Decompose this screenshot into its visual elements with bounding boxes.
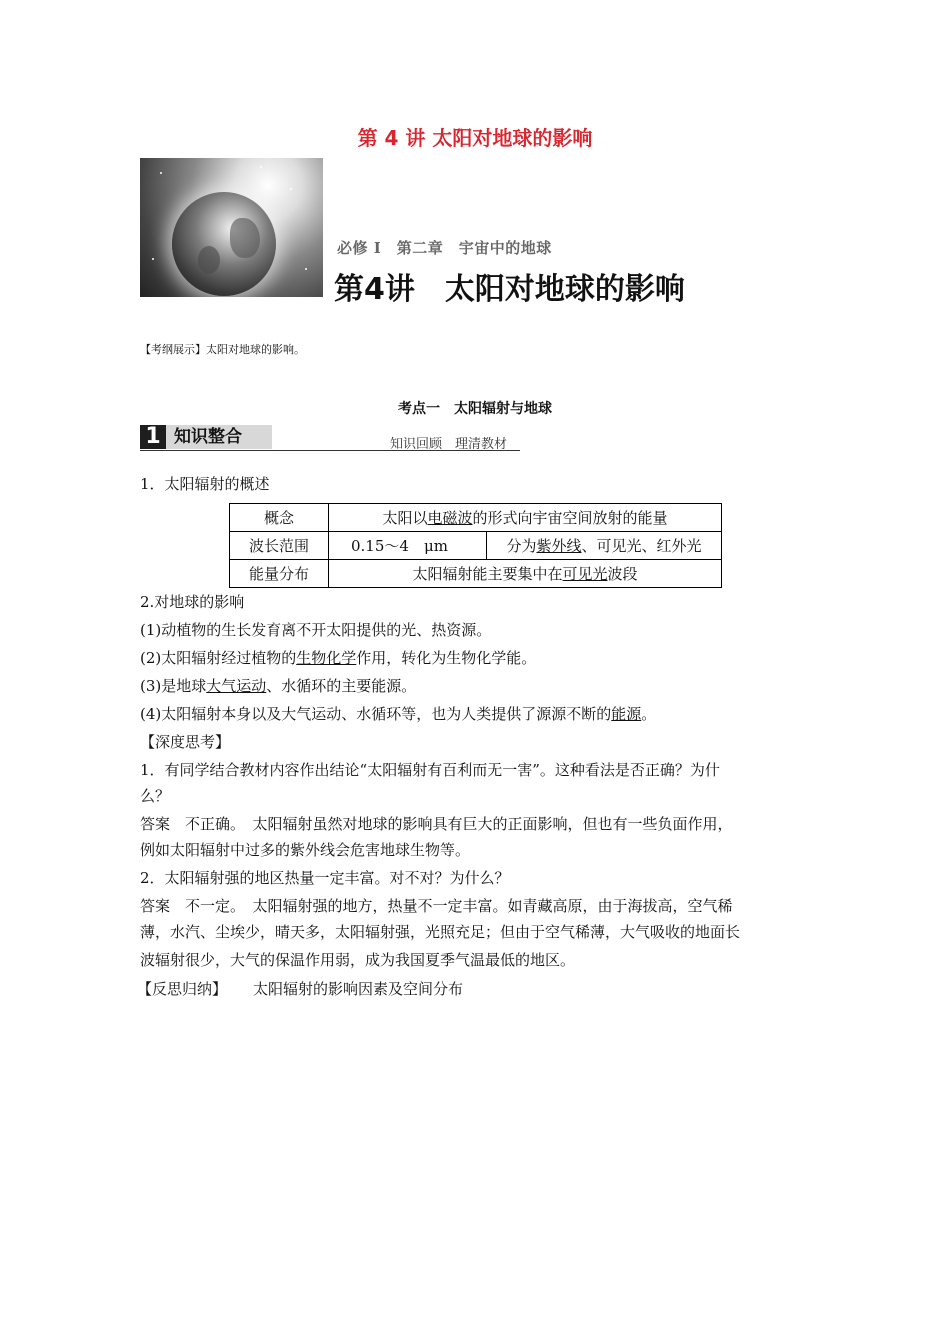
exam-outline: 【考纲展示】太阳对地球的影响。 — [140, 343, 305, 356]
badge-subtitle: 知识回顾 理清教材 — [390, 437, 508, 452]
reflect-text: 太阳辐射的影响因素及空间分布 — [253, 980, 464, 998]
section-heading: 考点一 太阳辐射与地球 — [398, 401, 552, 417]
answer-2-cont: 薄，水汽、尘埃少，晴天多，太阳辐射强，光照充足；但由于空气稀薄，大气吸收的地面长 — [140, 923, 741, 941]
table-cell: 太阳以电磁波的形式向宇宙空间放射的能量 — [329, 504, 722, 532]
answer-1: 答案 不正确。 太阳辐射虽然对地球的影响具有巨大的正面影响，但也有一些负面作用， — [140, 815, 733, 833]
earth-globe — [172, 192, 276, 296]
answer-1-cont: 例如太阳辐射中过多的紫外线会危害地球生物等。 — [140, 841, 471, 859]
list-item: (4)太阳辐射本身以及大气运动、水循环等，也为人类提供了源源不断的能源。 — [140, 705, 657, 723]
list-item: (3)是地球大气运动、水循环的主要能源。 — [140, 677, 417, 695]
list-item: (2)太阳辐射经过植物的生物化学作用，转化为生物化学能。 — [140, 649, 537, 667]
table-cell: 太阳辐射能主要集中在可见光波段 — [329, 560, 722, 588]
table-cell: 波长范围 — [230, 532, 329, 560]
list-item: (1)动植物的生长发育离不开太阳提供的光、热资源。 — [140, 621, 492, 639]
table-cell: 能量分布 — [230, 560, 329, 588]
answer-2: 答案 不一定。 太阳辐射强的地方，热量不一定丰富。如青藏高原，由于海拔高，空气稀 — [140, 897, 733, 915]
deep-thinking-heading: 【深度思考】 — [140, 733, 231, 751]
table-cell: 概念 — [230, 504, 329, 532]
table-row — [230, 560, 722, 588]
answer-2-cont2: 波辐射很少，大气的保温作用弱，成为我国夏季气温最低的地区。 — [140, 951, 576, 969]
badge-label: 知识整合 — [166, 425, 272, 449]
question-2: 2．太阳辐射强的地区热量一定丰富。对不对？为什么？ — [140, 869, 510, 887]
banner-heading: 第4讲 太阳对地球的影响 — [334, 272, 685, 307]
q1-heading: 1．太阳辐射的概述 — [140, 475, 270, 493]
question-1-cont: 么？ — [140, 787, 171, 805]
q2-heading: 2.对地球的影响 — [140, 593, 245, 611]
page-title: 第 4 讲 太阳对地球的影响 — [357, 126, 593, 150]
badge-divider — [140, 450, 520, 451]
table-cell: 0.15～4 μm — [329, 532, 487, 560]
table-cell: 分为紫外线、可见光、红外光 — [487, 532, 722, 560]
reflect-heading: 【反思归纳】 — [137, 980, 228, 998]
table-row — [230, 504, 722, 532]
earth-image — [140, 158, 323, 297]
table-row — [230, 532, 722, 560]
question-1: 1．有同学结合教材内容作出结论“太阳辐射有百利而无一害”。这种看法是否正确？为什 — [140, 761, 720, 779]
radiation-table — [229, 503, 722, 588]
badge-number: 1 — [140, 425, 166, 449]
knowledge-badge — [140, 425, 272, 449]
banner-subtitle: 必修 I 第二章 宇宙中的地球 — [337, 239, 552, 257]
